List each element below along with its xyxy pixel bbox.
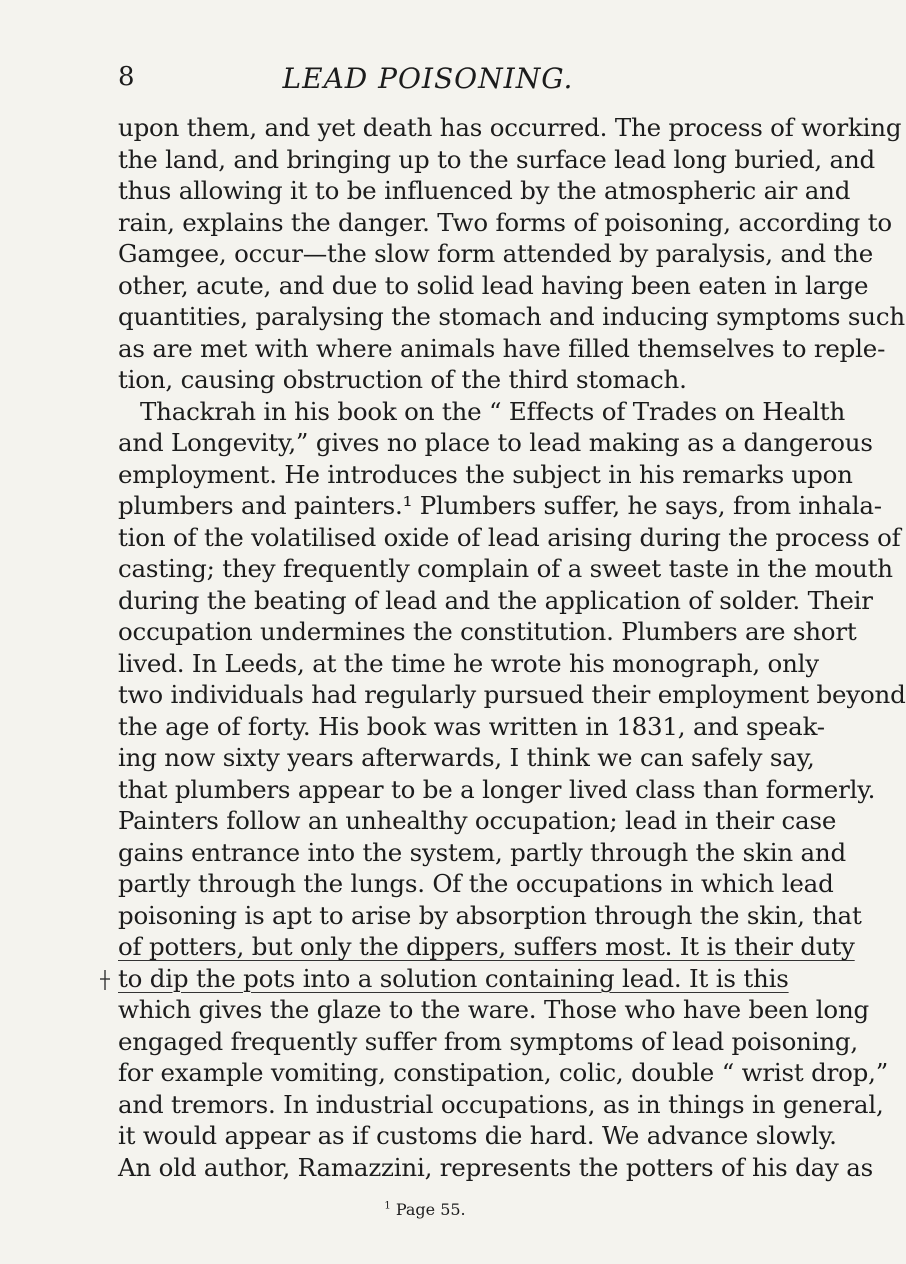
text-line: plumbers and painters.¹ Plumbers suffer, he says, from inhala- xyxy=(118,491,882,520)
text-line: for example vomiting, constipation, colic, double “ wrist drop,” xyxy=(118,1058,889,1087)
text-line: engaged frequently suffer from symptoms of lead poisoning, xyxy=(118,1026,858,1056)
text-line: employment. He introduces the subject in his remarks upon xyxy=(118,459,853,489)
text-line: An old author, Ramazzini, represents the potters of his day as xyxy=(118,1152,874,1182)
text-line: Gamgee, occur—the slow form attended by paralysis, and the xyxy=(118,239,873,268)
text-line: lived. In Leeds, at the time he wrote his monograph, only xyxy=(118,648,819,678)
text-line: partly through the lungs. Of the occupations in which lead xyxy=(118,869,834,898)
text-line-underlined: to dip the pots into a solution containing lead. It is this xyxy=(118,963,789,993)
text-line: poisoning is apt to arise by absorption through the skin, that xyxy=(118,900,862,930)
footnote-marker: 1 xyxy=(384,1200,391,1212)
margin-annotation-mark xyxy=(98,968,112,992)
text-line: the age of forty. His book was written in 1831, and speak- xyxy=(118,711,825,741)
footnote xyxy=(0,1200,800,1219)
footnote-text: Page 55. xyxy=(395,1200,466,1219)
text-line: it would appear as if customs die hard. We advance slowly. xyxy=(118,1121,837,1150)
text-line: quantities, paralysing the stomach and inducing symptoms such xyxy=(118,302,905,331)
text-line: and Longevity,” gives no place to lead making as a dangerous xyxy=(118,428,873,457)
text-line: Painters follow an unhealthy occupation; lead in their case xyxy=(118,806,837,835)
text-line: occupation undermines the constitution. Plumbers are short xyxy=(118,617,857,646)
text-line-underlined: of potters, but only the dippers, suffers most. It is their duty xyxy=(118,932,855,961)
text-line: that plumbers appear to be a longer lived class than formerly. xyxy=(118,774,876,804)
text-line: tion, causing obstruction of the third stomach. xyxy=(118,365,687,394)
text-line: upon them, and yet death has occurred. The process of working xyxy=(118,113,902,142)
text-line: rain, explains the danger. Two forms of poisoning, according to xyxy=(118,207,892,237)
text-line: other, acute, and due to solid lead having been eaten in large xyxy=(118,270,869,300)
text-line: thus allowing it to be influenced by the atmospheric air and xyxy=(118,176,851,205)
page-header xyxy=(118,62,738,102)
text-line: two individuals had regularly pursued their employment beyond xyxy=(118,680,906,709)
text-line: as are met with where animals have filled themselves to reple- xyxy=(118,333,886,363)
text-line: and tremors. In industrial occupations, as in things in general, xyxy=(118,1089,884,1119)
text-line: ing now sixty years afterwards, I think we can safely say, xyxy=(118,743,815,772)
text-line: the land, and bringing up to the surface lead long buried, and xyxy=(118,144,876,174)
body-text xyxy=(118,112,906,1183)
text-line: Thackrah in his book on the “ Effects of Trades on Health xyxy=(140,396,846,426)
text-line: casting; they frequently complain of a sweet taste in the mouth xyxy=(118,554,893,583)
text-line: gains entrance into the system, partly through the skin and xyxy=(118,837,846,867)
text-line: tion of the volatilised oxide of lead arising during the process of xyxy=(118,522,901,552)
text-line: which gives the glaze to the ware. Those who have been long xyxy=(118,995,870,1024)
page-number: 8 xyxy=(118,62,135,92)
running-title: LEAD POISONING. xyxy=(282,62,574,95)
text-line: during the beating of lead and the application of solder. Their xyxy=(118,585,873,615)
